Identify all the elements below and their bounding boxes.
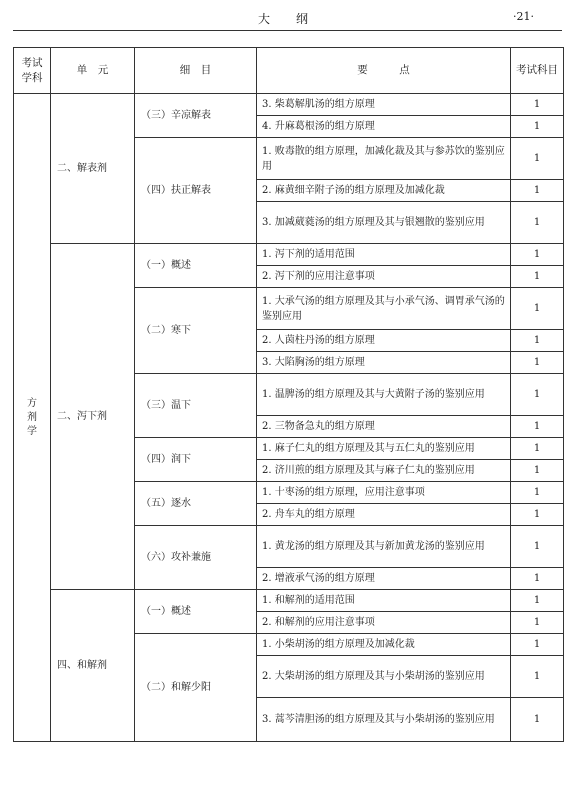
item-cell: （二）和解少阳 [135,634,257,742]
point-cell: 2. 泻下剂的应用注意事项 [257,266,511,288]
exam-cell: 1 [511,504,564,526]
page-number: ·21· [513,10,534,23]
point-cell: 3. 柴葛解肌汤的组方原理 [257,94,511,116]
item-cell: （三）温下 [135,374,257,438]
exam-cell: 1 [511,330,564,352]
point-cell: 4. 升麻葛根汤的组方原理 [257,116,511,138]
col-header-exam: 考试科目 [511,48,564,94]
point-cell: 1. 十枣汤的组方原理，应用注意事项 [257,482,511,504]
exam-cell: 1 [511,202,564,244]
exam-cell: 1 [511,612,564,634]
point-cell: 1. 黄龙汤的组方原理及其与新加黄龙汤的鉴别应用 [257,526,511,568]
point-cell: 2. 济川煎的组方原理及其与麻子仁丸的鉴别应用 [257,460,511,482]
point-cell: 1. 败毒散的组方原理，加减化裁及其与参苏饮的鉴别应用 [257,138,511,180]
point-cell: 1. 泻下剂的适用范围 [257,244,511,266]
exam-cell: 1 [511,374,564,416]
exam-cell: 1 [511,438,564,460]
exam-cell: 1 [511,526,564,568]
exam-cell: 1 [511,288,564,330]
point-cell: 2. 麻黄细辛附子汤的组方原理及加减化裁 [257,180,511,202]
syllabus-table [13,47,564,742]
running-header-title: 大纲 [258,12,335,26]
col-header-subject: 考试学科 [14,48,51,94]
exam-cell: 1 [511,94,564,116]
item-cell: （四）润下 [135,438,257,482]
exam-cell: 1 [511,460,564,482]
unit-cell: 二、泻下剂 [51,244,135,590]
exam-cell: 1 [511,698,564,742]
unit-cell: 二、解表剂 [51,94,135,244]
item-cell: （四）扶正解表 [135,138,257,244]
exam-cell: 1 [511,244,564,266]
exam-cell: 1 [511,266,564,288]
subject-cell [14,94,51,742]
exam-cell: 1 [511,482,564,504]
point-cell: 2. 舟车丸的组方原理 [257,504,511,526]
point-cell: 3. 加减葳蕤汤的组方原理及其与银翘散的鉴别应用 [257,202,511,244]
exam-cell: 1 [511,180,564,202]
item-cell: （一）概述 [135,244,257,288]
point-cell: 1. 麻子仁丸的组方原理及其与五仁丸的鉴别应用 [257,438,511,460]
item-cell: （五）逐水 [135,482,257,526]
point-cell: 1. 温脾汤的组方原理及其与大黄附子汤的鉴别应用 [257,374,511,416]
exam-cell: 1 [511,116,564,138]
table-row [14,590,564,612]
exam-cell: 1 [511,352,564,374]
col-header-item: 细 目 [135,48,257,94]
point-cell: 1. 小柴胡汤的组方原理及加减化裁 [257,634,511,656]
unit-cell: 四、和解剂 [51,590,135,742]
header-rule [13,30,562,31]
item-cell: （二）寒下 [135,288,257,374]
exam-cell: 1 [511,138,564,180]
point-cell: 3. 蒿芩清胆汤的组方原理及其与小柴胡汤的鉴别应用 [257,698,511,742]
point-cell: 2. 三物备急丸的组方原理 [257,416,511,438]
table-header-row [14,48,564,94]
point-cell: 1. 和解剂的适用范围 [257,590,511,612]
exam-cell: 1 [511,590,564,612]
point-cell: 2. 大柴胡汤的组方原理及其与小柴胡汤的鉴别应用 [257,656,511,698]
exam-cell: 1 [511,656,564,698]
item-cell: （一）概述 [135,590,257,634]
point-cell: 2. 人茵柱丹汤的组方原理 [257,330,511,352]
exam-cell: 1 [511,568,564,590]
item-cell: （六）攻补兼施 [135,526,257,590]
col-header-points: 要 点 [257,48,511,94]
exam-cell: 1 [511,634,564,656]
col-header-unit: 单 元 [51,48,135,94]
point-cell: 3. 大陷胸汤的组方原理 [257,352,511,374]
exam-cell: 1 [511,416,564,438]
point-cell: 2. 增液承气汤的组方原理 [257,568,511,590]
item-cell: （三）辛凉解表 [135,94,257,138]
table-row [14,94,564,116]
point-cell: 2. 和解剂的应用注意事项 [257,612,511,634]
point-cell: 1. 大承气汤的组方原理及其与小承气汤、调胃承气汤的鉴别应用 [257,288,511,330]
table-row [14,244,564,266]
subject-label: 方剂学 [27,397,37,437]
